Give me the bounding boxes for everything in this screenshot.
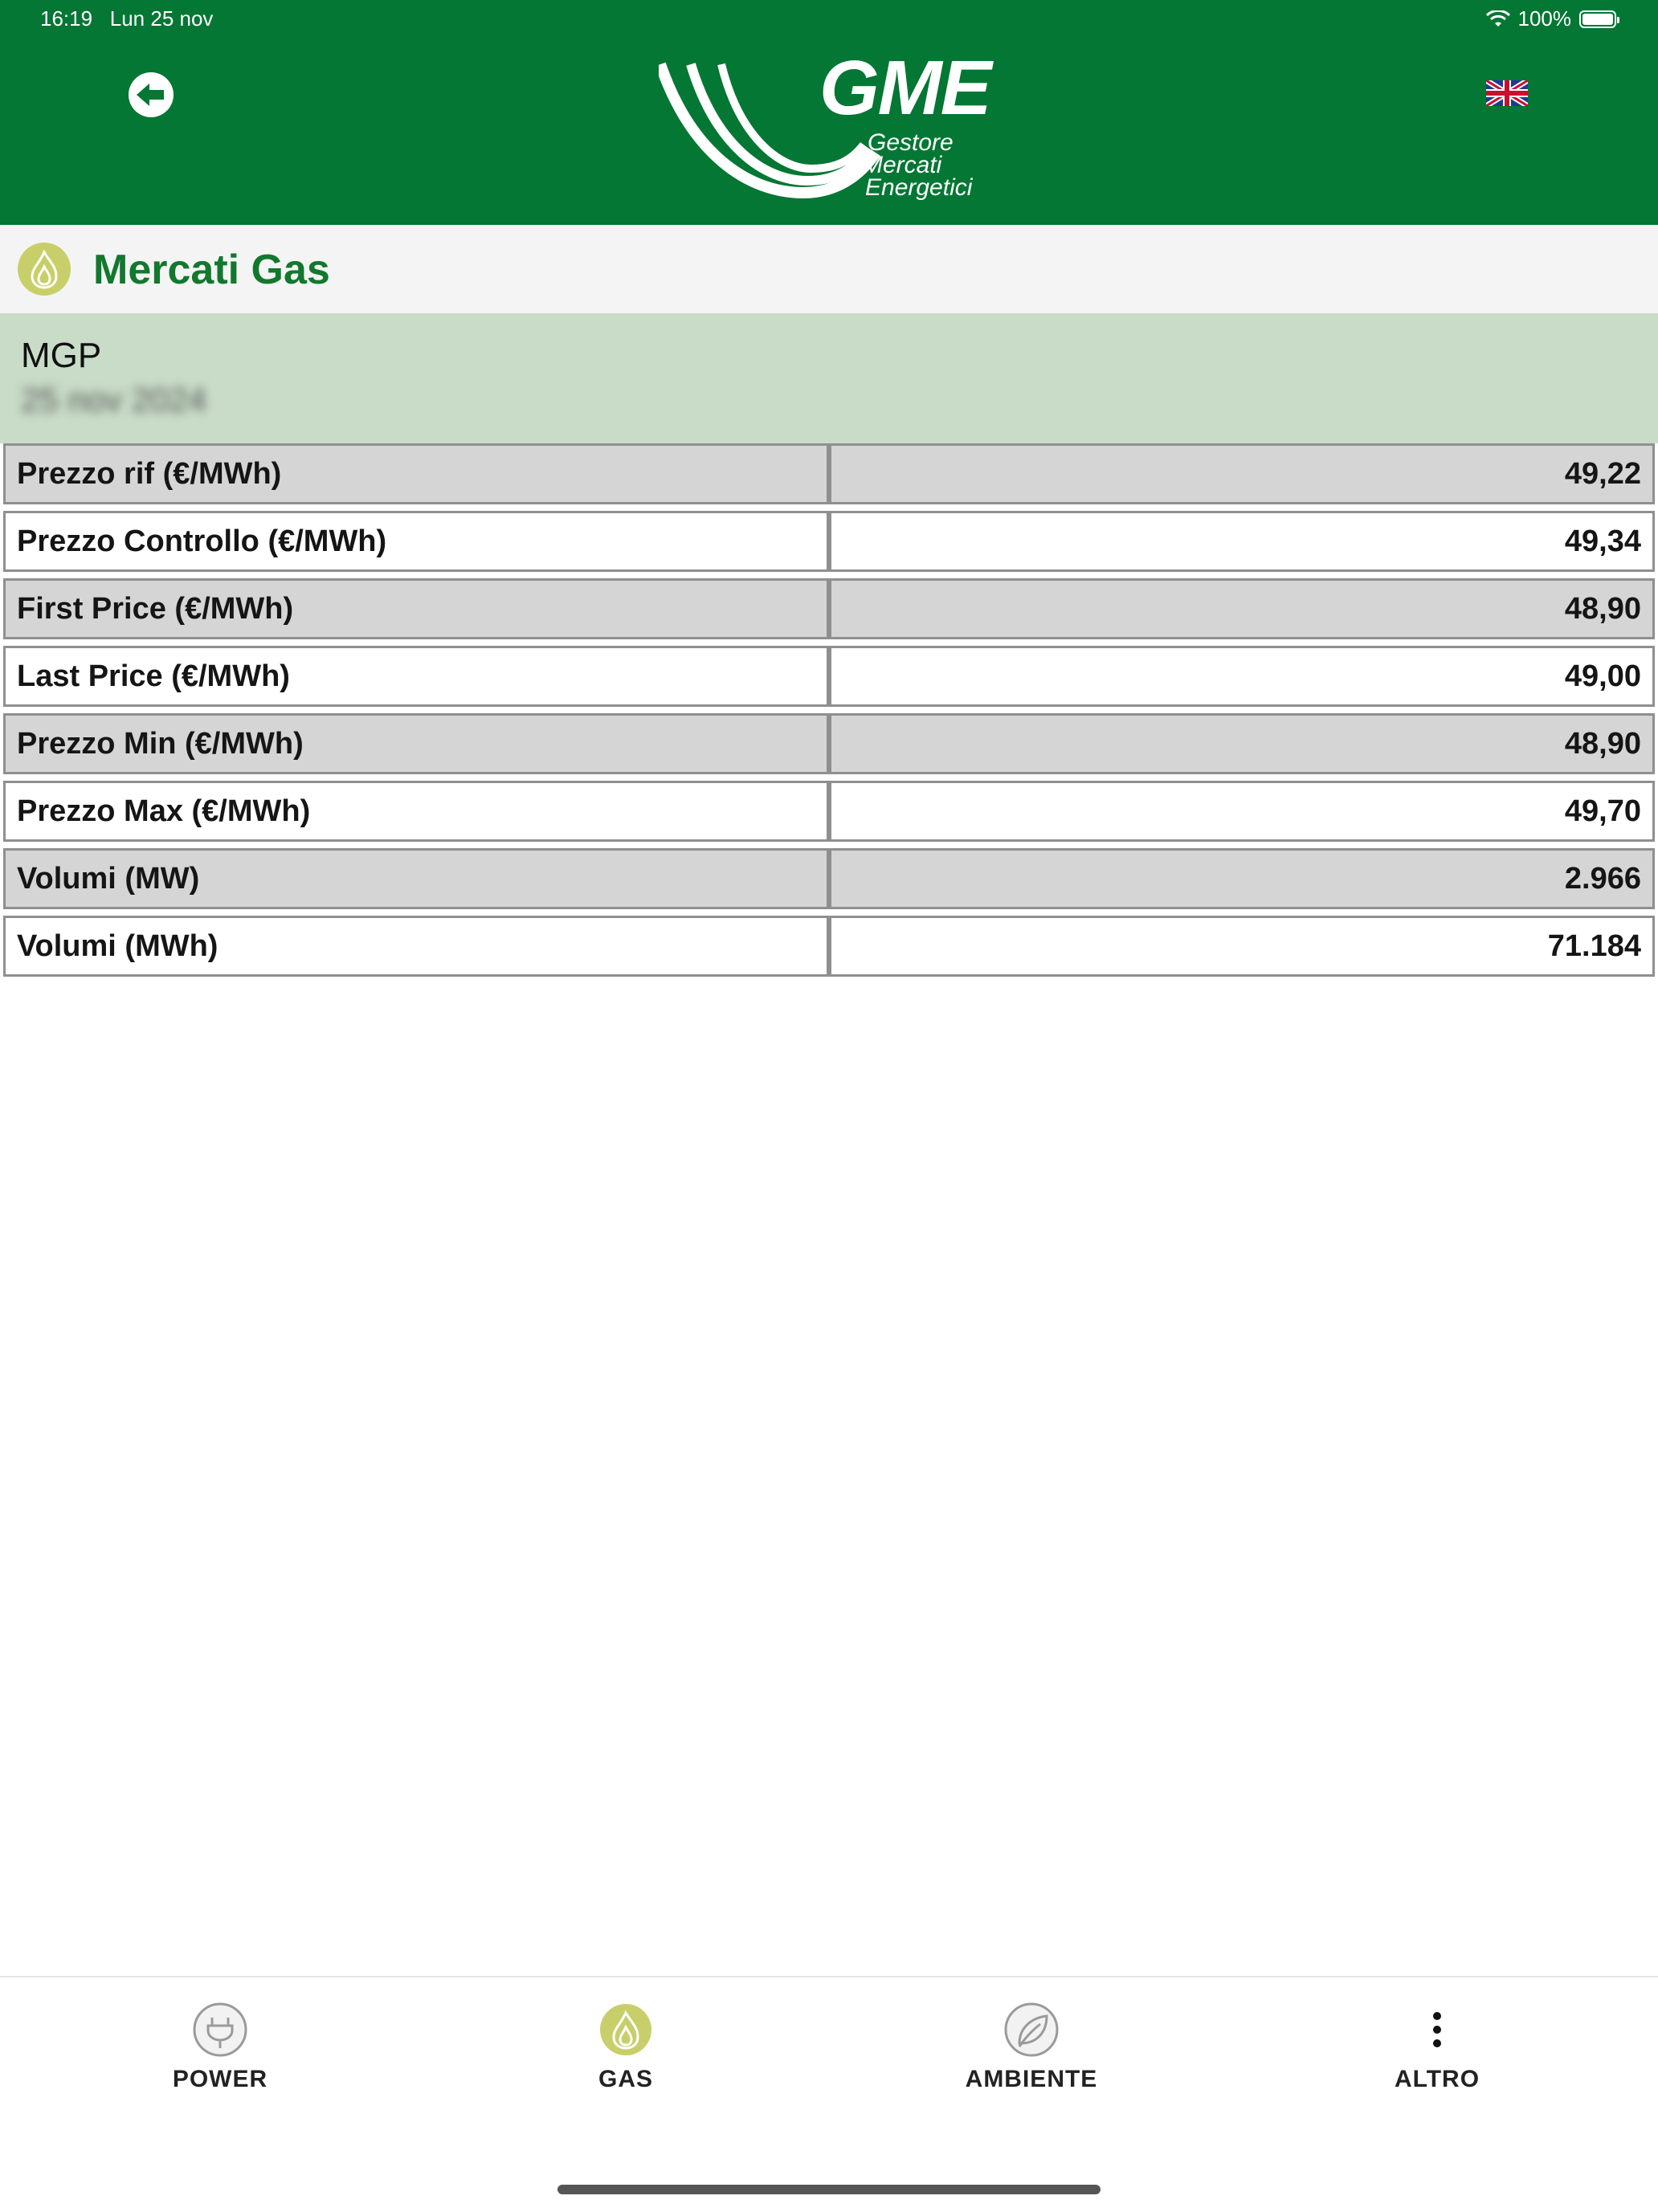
- table-row: [3, 848, 1655, 909]
- tab-power[interactable]: [124, 2002, 316, 2098]
- market-name: MGP: [21, 336, 102, 375]
- table-row: [3, 713, 1655, 774]
- status-time: 16:19: [40, 6, 93, 31]
- back-arrow-icon[interactable]: [127, 71, 175, 119]
- tab-altro[interactable]: [1341, 2002, 1533, 2098]
- row-value: 48,90: [829, 578, 1655, 639]
- status-bar-time: [40, 6, 213, 31]
- status-date: Lun 25 nov: [109, 6, 214, 31]
- tab-ambiente[interactable]: [935, 2002, 1128, 2098]
- row-value: 2.966: [829, 848, 1655, 909]
- market-data-table: [3, 443, 1655, 983]
- status-bar-right: [1486, 6, 1617, 31]
- gas-flame-icon: [18, 243, 71, 296]
- page-title: Mercati Gas: [93, 247, 330, 293]
- row-label: Prezzo Max (€/MWh): [3, 781, 829, 842]
- leaf-icon: [1003, 2002, 1060, 2058]
- logo-subtitle-line-2: Mercati: [863, 152, 942, 178]
- tab-gas[interactable]: [529, 2002, 722, 2098]
- wifi-icon: [1486, 10, 1510, 28]
- table-row: [3, 916, 1655, 977]
- row-label: First Price (€/MWh): [3, 578, 829, 639]
- table-row: [3, 578, 1655, 639]
- tab-label: GAS: [598, 2066, 653, 2092]
- gme-logo-subtitle: [863, 129, 973, 201]
- market-date: 25 nov 2024: [21, 381, 207, 418]
- row-value: 49,00: [829, 646, 1655, 707]
- logo-subtitle-line-1: Gestore: [868, 129, 954, 156]
- battery-percentage: 100%: [1517, 6, 1571, 31]
- table-row: [3, 646, 1655, 707]
- row-label: Volumi (MWh): [3, 916, 829, 977]
- plug-icon: [192, 2002, 248, 2058]
- battery-icon: [1579, 10, 1616, 28]
- row-value: 71.184: [829, 916, 1655, 977]
- uk-flag-icon[interactable]: [1486, 80, 1528, 106]
- table-row: [3, 781, 1655, 842]
- row-label: Prezzo Controllo (€/MWh): [3, 511, 829, 572]
- table-row: [3, 443, 1655, 504]
- row-value: 49,70: [829, 781, 1655, 842]
- more-vertical-icon: [1409, 2002, 1465, 2058]
- row-value: 49,22: [829, 443, 1655, 504]
- row-value: 49,34: [829, 511, 1655, 572]
- tab-label: ALTRO: [1394, 2066, 1480, 2092]
- tab-label: AMBIENTE: [965, 2066, 1098, 2092]
- market-header: [0, 313, 1658, 443]
- row-label: Last Price (€/MWh): [3, 646, 829, 707]
- bottom-tab-bar: [0, 1976, 1658, 2212]
- gme-logo-text: GME: [819, 45, 990, 131]
- table-row: [3, 511, 1655, 572]
- row-label: Volumi (MW): [3, 848, 829, 909]
- home-indicator[interactable]: [557, 2185, 1101, 2194]
- app-header: [0, 0, 1658, 225]
- row-label: Prezzo Min (€/MWh): [3, 713, 829, 774]
- gas-flame-icon: [598, 2002, 654, 2058]
- row-value: 48,90: [829, 713, 1655, 774]
- tab-label: POWER: [172, 2066, 268, 2092]
- row-label: Prezzo rif (€/MWh): [3, 443, 829, 504]
- section-header: [0, 225, 1658, 313]
- logo-subtitle-line-3: Energetici: [865, 174, 973, 201]
